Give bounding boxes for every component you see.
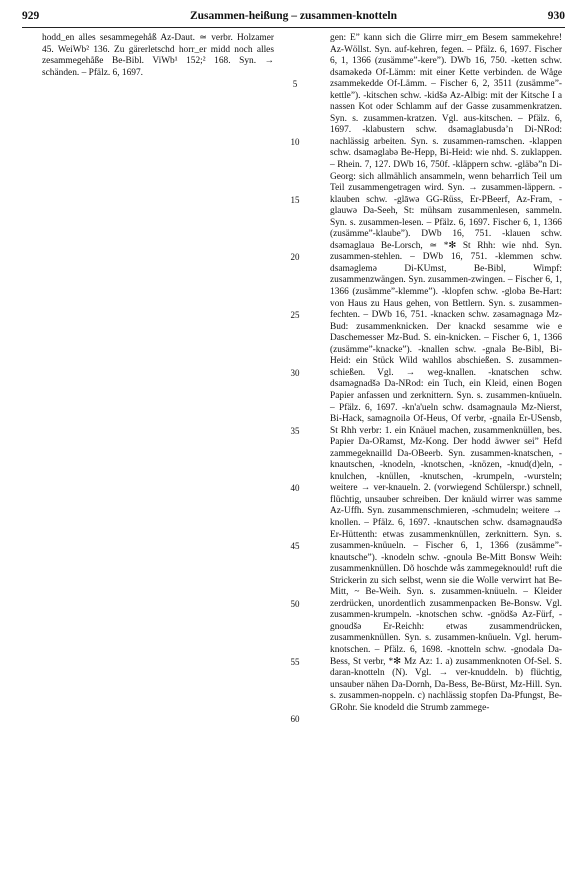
line-number: 45 [290,541,300,552]
header-rule [22,27,565,28]
page-number-left: 929 [22,10,40,22]
line-number: 5 [292,79,298,90]
line-number: 10 [290,136,300,147]
line-number: 55 [290,656,300,667]
running-title: Zusammen-heißung – zusammen-knotteln [189,10,398,22]
line-number: 40 [290,483,300,494]
right-column [316,33,562,714]
line-number: 15 [290,194,300,205]
line-number: 60 [290,714,300,725]
line-number: 20 [290,252,300,263]
line-number: 30 [290,367,300,378]
line-number: 25 [290,310,300,321]
page-header [22,10,565,28]
entry-continuation: gen: E” kann sich die Glirre mirr_em Besem sammekehre! Az-Wöllst. Syn. auf-kehren, fegen. – Pfälz. 6, 1697. Fischer 6, 1, 1366 (zusämme”-kere”). DWb 16, 750. -ketten schw. dsamәkedә Of-Lämm: mit einer Kette verbinden. de Wåge zsammekedde Of-Lämm. – Fischer 6, 2, 3511 (zusämme”-kettle”). -kitschen schw. -kidšә Az-Albig: mit der Kitsche I a nassen Kot oder Schlamm auf der Gasse zusammenkratzen. Syn. s. zusammen-kratzen. Vgl. aus-kitschen. – Pfälz. 6, 1697. -klabustern schw. dsәmaglabusdә’n Di-NRod: nachlässig arbeiten. Syn. s. zusammen-ramschen. -klappen schw. dsamәglabә Be-Hepp, Bi-Heid: wie nhd. S. zuklappen. – Rhein. 7, 127. DWb 16, 750f. -kläppern schw. -gläbә”n Di-Georg: sich allmählich ansammeln, wenn beharrlich Teil um Teil zusammengetragen wird. Syn. → zusammen-läppern. -klauben schw. -glāwә GG-Rüss, Er-PBeerf, Az-Fram, -glauwә Da-Seeh, St: mühsam zusammenlesen, sammeln. Syn. s. zusammen-lesen. – Pfälz. 6, 1697. Fischer 6, 1, 1366 (zusämme”-klaube”). DWb 16, 751. -klauen schw. dsәmaglauә Be-Lorsch, ≃ *✻ St Rhh: wie nhd. Syn. zusammen-stehlen. – DWb 16, 751. -klemmen schw. dsamәglemә Di-KUmst, Be-Bibl, Wimpf: zusammenzwängen. Syn. zusammen-zwingen. – Fischer 6, 1, 1366 (zusämme”-klemme”). -klopfen schw. -globә Be-Hart: von Haus zu Haus gehen, von Bettlern. Syn. s. zusammen-fechten. – DWb 16, 751. -knacken schw. zәsamәgnagә Mz-Bud: zusammenknicken. Der knackd sesamme wie e Daschemesser Mz-Bud. S. ein-knicken. – Fischer 6, 1, 1366 (zusämme”-knacke”). -knallen schw. -gnalә Be-Bibl, Bi-Heid: ein Stück Wild wahllos abschießen. S. zusammen-schießen. Vgl. → weg-knallen. -knatschen schw. dsamәgnadšә Da-NRod: ein Tuch, ein Kleid, einen Bogen Papier anfassen und zerknittern. Syn. s. zusammen-knüueln. – Pfälz. 6, 1697. -kn'a'ueln schw. dsamәgnaulә Mz-Nierst, Bi-Hack, samәgnoilә Of-Heus, Of verbr, -gnailә Er-USensb, St Rhh verbr: 1. ein Knäuel machen, zusammenknüllen, bes. Papier Da-ORamst, Mz-Kong. Der hodd äwwer sei” Hefd zammegeknailld Da-OBeerb. Syn. zusammen-knatschen, -knautschen, -knodeln, -knotschen, -knözen, -knud(d)eln, -knulchen, -knüllen, -knutschen, -krumpeln, -wursteln; weitere → ver-knaueln. 2. (vorwiegend Schülerspr.) schnell, flüchtig, unsauber schreiben. Der knäuld wirrer was samme Az-Uffh. Syn. zusammenschmieren, -schmudeln; weitere → knollen. – Pfälz. 6, 1697. -knautschen schw. dsamәgnaudšә Er-Hüttenth: etwas zusammenknüllen, zerknittern. Syn. s. zusammen-knüueln. – Fischer 6, 1, 1366 (zusämme”-knautsche”). -knodeln schw. -gnoulә Be-Mitt Bonsw Weih: zusammenknüllen. Dõ hoschde wås zammegeknould! ruft die Strickerin zu sich selbst, wenn sie die Wolle verwirrt hat Be-Mitt, ~ Be-Weih. Syn. s. zusammen-knüueln. – Kleider zerdrücken, unordentlich zusammenpacken Be-Bonsw. Vgl. zusammen-krumpeln. -knotschen schw. -gnödšә Az-Fürf, -gnoudšә Er-Reichh: etwas zusammendrücken, zusammenknüllen. Syn. s. zusammen-knüueln. Vgl. herum-knotschen. – Pfälz. 6, 1698. -knotteln schw. -gnodәlә Da-Bess, St verbr, *✻ Mz Az: 1. a) zusammenknoten Of-Sel. S. daran-knotteln (N). Vgl. → ver-knuddeln. b) flüchtig, unsauber nähen Da-Dornh, Da-Bess, Be-Bürst, Mz-Hill. Syn. s. zusammen-noppeln. c) nachlässig stopfen Da-Pfungst, Be-GRohr. Sie knodeld die Strumb zammege- [330,33,562,713]
line-number: 35 [290,425,300,436]
page-number-right: 930 [547,10,565,22]
entry-continuation: hodd_en alles sesammegehåß Az-Daut. ≃ verbr. Holzamer 45. WeiWb² 136. Zu gärerletschd horr_er midd noch alles zesammegehåße Be-Bibl. ViWb¹ 152;² 168. Syn. → schänden. – Pfälz. 6, 1697. [42,33,274,78]
line-number: 50 [290,598,300,609]
left-column [28,33,274,79]
